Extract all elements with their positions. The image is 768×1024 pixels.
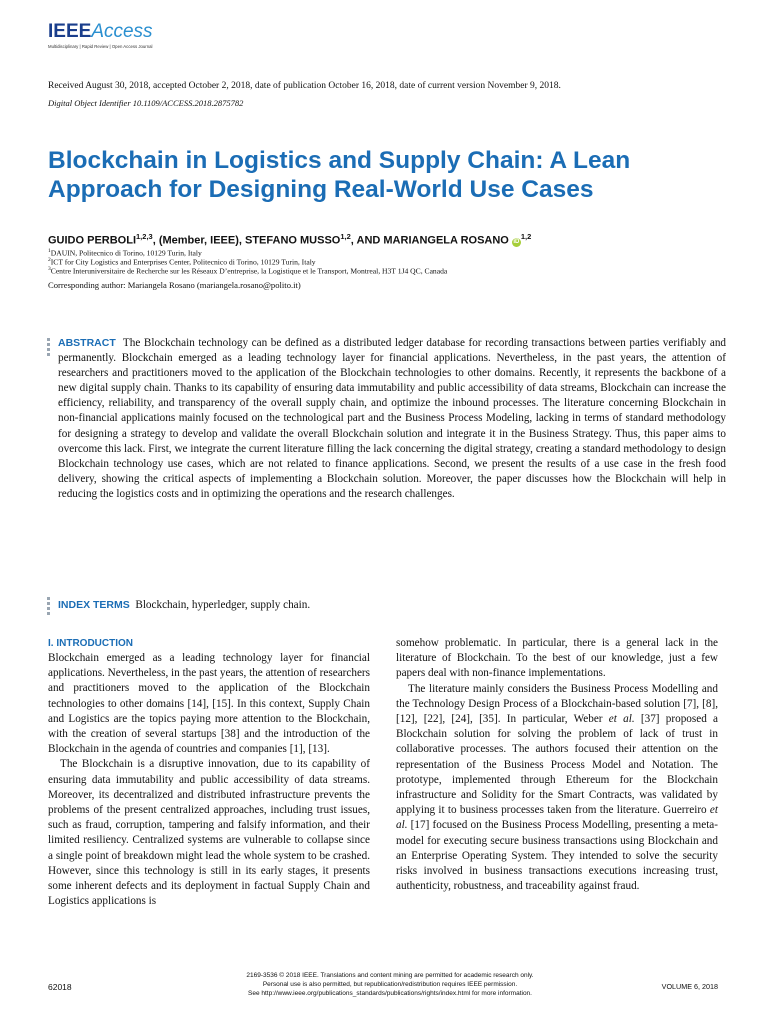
affiliation-3 [48,265,447,276]
abstract-text: The Blockchain technology can be defined as a distributed ledger database for recording transactions between parties verifiably and permanently. Blockchain emerged as a leading technology layer for financial applications. Nevertheless, in the past years, the attention of researchers and practitioners moved to the application of the Blockchain technologies to other domains. Recently, it represents the backbone of a new digital supply chain. Thanks to its capability of ensuring data immutability and public accessibility of data streams, Blockchain can increase the efficiency, reliability, and transparency of the overall supply chain, and optimize the inbound processes. The literature concerning Blockchain in non-financial applications mainly focused on the technological part and the Business Process Modeling, lacking in terms of standard methodology for designing a strategy to develop and validate the overall Blockchain solution and integrate it in the Business Strategy. Thus, this paper aims to overcome this lack. First, we integrate the current literature filling the lack concerning the digital strategy, creating a standard methodology to design Blockchain technology use cases, which are not related to finance applications. Second, we present the results of a use case in the fresh food delivery, showing the critical aspects of implementing a Blockchain solution. Moreover, the paper discusses how the Blockchain will help in reducing the logistics costs and in optimizing the operations and the research challenges. [58,337,727,500]
affiliation-number: 2 [48,257,51,263]
body-text: The literature mainly considers the Business Process Modelling and the Technology Design Process of a Blockchain-based solution [7], [8], [12], [22], [24], [35]. In particular, Weber [396,682,718,726]
author-affiliation-marker: 1,2 [520,232,532,241]
author-affiliation-marker: 1,2,3 [136,232,153,241]
corresponding-author: Corresponding author: Mariangela Rosano (mariangela.rosano@polito.it) [48,280,301,290]
body-paragraph [396,682,718,895]
volume-info: VOLUME 6, 2018 [661,982,718,991]
copyright-line: 2169-3536 © 2018 IEEE. Translations and content mining are permitted for academic research only. [246,972,534,979]
copyright-notice [200,971,580,998]
orcid-icon[interactable]: iD [513,238,520,245]
paper-title: Blockchain in Logistics and Supply Chain: A Lean Approach for Designing Real-World Use Cases [48,147,631,203]
body-column-right [396,636,718,894]
abstract-label: ABSTRACT [58,337,116,349]
received-dates: Received August 30, 2018, accepted October 2, 2018, date of publication October 16, 2018, date of current version November 9, 2018. [48,81,561,91]
author-name: , AND MARIANGELA ROSANO [350,234,509,247]
copyright-line: Personal use is also permitted, but republication/redistribution requires IEEE permission. [262,981,518,988]
author-affiliation-marker: 1,2 [340,232,351,241]
logo-ieee-text: IEEE [48,21,92,42]
abstract-marker-dots [47,338,50,358]
body-paragraph: somehow problematic. In particular, there is a general lack in the literature of Blockchain. To the best of our knowledge, just a few papers deal with non-finance implementations. [396,637,718,680]
logo-tagline: Multidisciplinary | Rapid Review | Open Access Journal [48,44,153,49]
ieee-access-logo [48,22,188,62]
author-list [48,230,531,248]
section-heading: I. INTRODUCTION [48,638,133,649]
logo-access-text: Access [91,21,153,42]
doi-line: Digital Object Identifier 10.1109/ACCESS.2018.2875782 [48,98,244,108]
body-paragraph: The Blockchain is a disruptive innovation, due to its capability of ensuring data immutability and public accessibility of data streams. Moreover, its decentralized and distributed infrastructure prevents the problems of the present centralized approaches, including trust issues, such as fraud, corruption, tampering and falsify information, and their limited resiliency. Centralized systems are vulnerable to collapse since a single point of breakdown might lead the whole system to be crashed. However, since this technology is still in its early stages, it presents some inherent defects and its deployment in factual Supply Chain and Logistics applications is [48,758,370,908]
index-terms-marker-dots [47,597,50,617]
index-terms-label: INDEX TERMS [58,599,130,611]
body-text: [17] focused on the Business Process Modelling, presenting a meta-model for executing secure business transactions using Blockchain and an Enterprise Operating System. They intended to solve the security risks involved in business transactions executions increasing trust, authenticity, robustness, and traceability against fraud. [396,819,718,893]
author-name: GUIDO PERBOLI [48,234,137,247]
affiliation-text: ICT for City Logistics and Enterprises Center, Politecnico di Torino, 10129 Turin, Italy [50,257,316,267]
body-paragraph: Blockchain emerged as a leading technology layer for financial applications. Nevertheless, in the past years, the attention of researchers and practitioners moved to the application of the Blockchain technologies to other domains [14], [15]. In this context, Supply Chain and Logistics are the topics paying more attention to the Blockchain, with the creation of several startups [38] and the introduction of the Blockchain in the agenda of countries and companies [1], [13]. [48,652,370,756]
affiliation-number: 3 [48,266,51,272]
body-text: [37] proposed a Blockchain solution for solving the problem of lack of trust in collaborative processes. The authors focused their attention on the representation of the Business Process Model and Notation. The prototype, implemented through Ethereum for the Blockchain infrastructure and Solidity for the Smart Contracts, was validated by applying it to business processes taken from the literature. Guerreiro [396,713,719,817]
abstract-block [58,336,726,502]
body-text-italic: et al. [608,713,635,726]
affiliation-text: Centre Interuniversitaire de Recherche sur les Réseaux D’entreprise, la Logistique et le Transport, Montreal, H3T 1J4 QC, Canada [50,266,448,276]
index-terms-block [58,598,310,613]
author-name: , (Member, IEEE), STEFANO MUSSO [152,234,341,247]
body-column-left [48,636,370,909]
affiliation-number: 1 [48,248,51,254]
affiliation-text: DAUIN, Politecnico di Torino, 10129 Turin, Italy [50,248,202,258]
page-number: 62018 [48,982,72,992]
index-terms-text: Blockchain, hyperledger, supply chain. [135,599,311,611]
copyright-link[interactable]: See http://www.ieee.org/publications_standards/publications/rights/index.html for more information. [248,990,532,997]
body-text-italic: et al. [396,804,718,832]
